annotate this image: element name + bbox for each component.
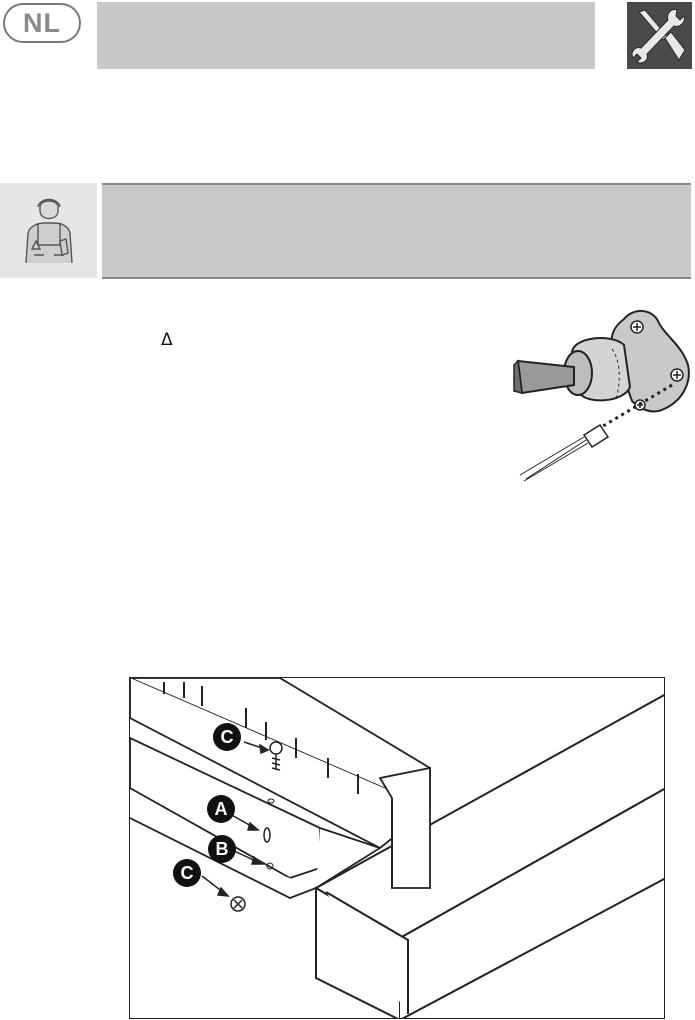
oven-assembly-illustration	[129, 677, 665, 1019]
note-panel	[102, 183, 691, 279]
language-badge	[3, 3, 81, 43]
technician-icon	[10, 193, 88, 271]
wrench-screwdriver-icon	[627, 2, 692, 69]
language-code: NL	[23, 7, 61, 38]
tools-icon-box	[627, 2, 692, 69]
label-b: B	[208, 835, 236, 863]
label-c-top: C	[213, 723, 241, 751]
label-c-bottom: C	[173, 859, 201, 887]
header-title-bar	[97, 2, 595, 69]
gas-tap-adjustment-illustration	[512, 305, 695, 487]
label-a: A	[207, 795, 235, 823]
delta-symbol: Δ	[161, 330, 173, 350]
